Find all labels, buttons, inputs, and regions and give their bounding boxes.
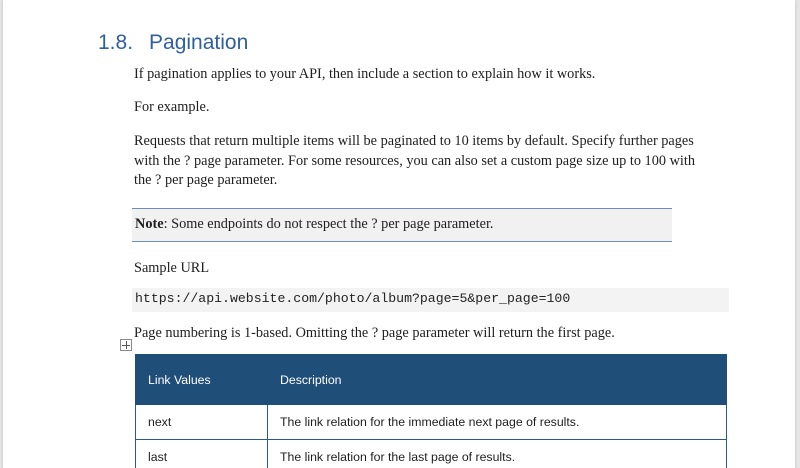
table-header-row [136,355,727,405]
intro-paragraph: If pagination applies to your API, then include a section to explain how it works. [134,66,596,82]
document-page [3,0,795,468]
description-cell: The link relation for the last page of results. [268,440,727,468]
section-number: 1.8. [98,31,134,54]
table-row [136,440,727,468]
table-move-handle-icon[interactable] [120,339,132,351]
link-value-cell: last [136,440,268,468]
page-numbering-paragraph: Page numbering is 1-based. Omitting the ? page parameter will return the first page. [134,325,615,341]
header-link-values: Link Values [136,355,268,405]
note-box [132,208,672,242]
table-row [136,405,727,440]
header-description: Description [268,355,727,405]
sample-url-code: https://api.website.com/photo/album?page=5&per_page=100 [132,288,729,312]
description-cell: The link relation for the immediate next page of results. [268,405,727,440]
link-values-table [135,354,727,468]
section-heading [98,31,248,55]
sample-url-label: Sample URL [134,260,210,276]
link-value-cell: next [136,405,268,440]
section-title: Pagination [149,31,249,54]
note-label: Note [135,216,164,232]
pagination-description: Requests that return multiple items will be paginated to 10 items by default. Specify further pages with the ? page parameter. For some resources, you can also set a custom page size up to 100 with the ? per page parameter. [134,133,695,188]
example-paragraph: For example. [134,99,210,115]
note-text: : Some endpoints do not respect the ? per page parameter. [163,216,494,232]
